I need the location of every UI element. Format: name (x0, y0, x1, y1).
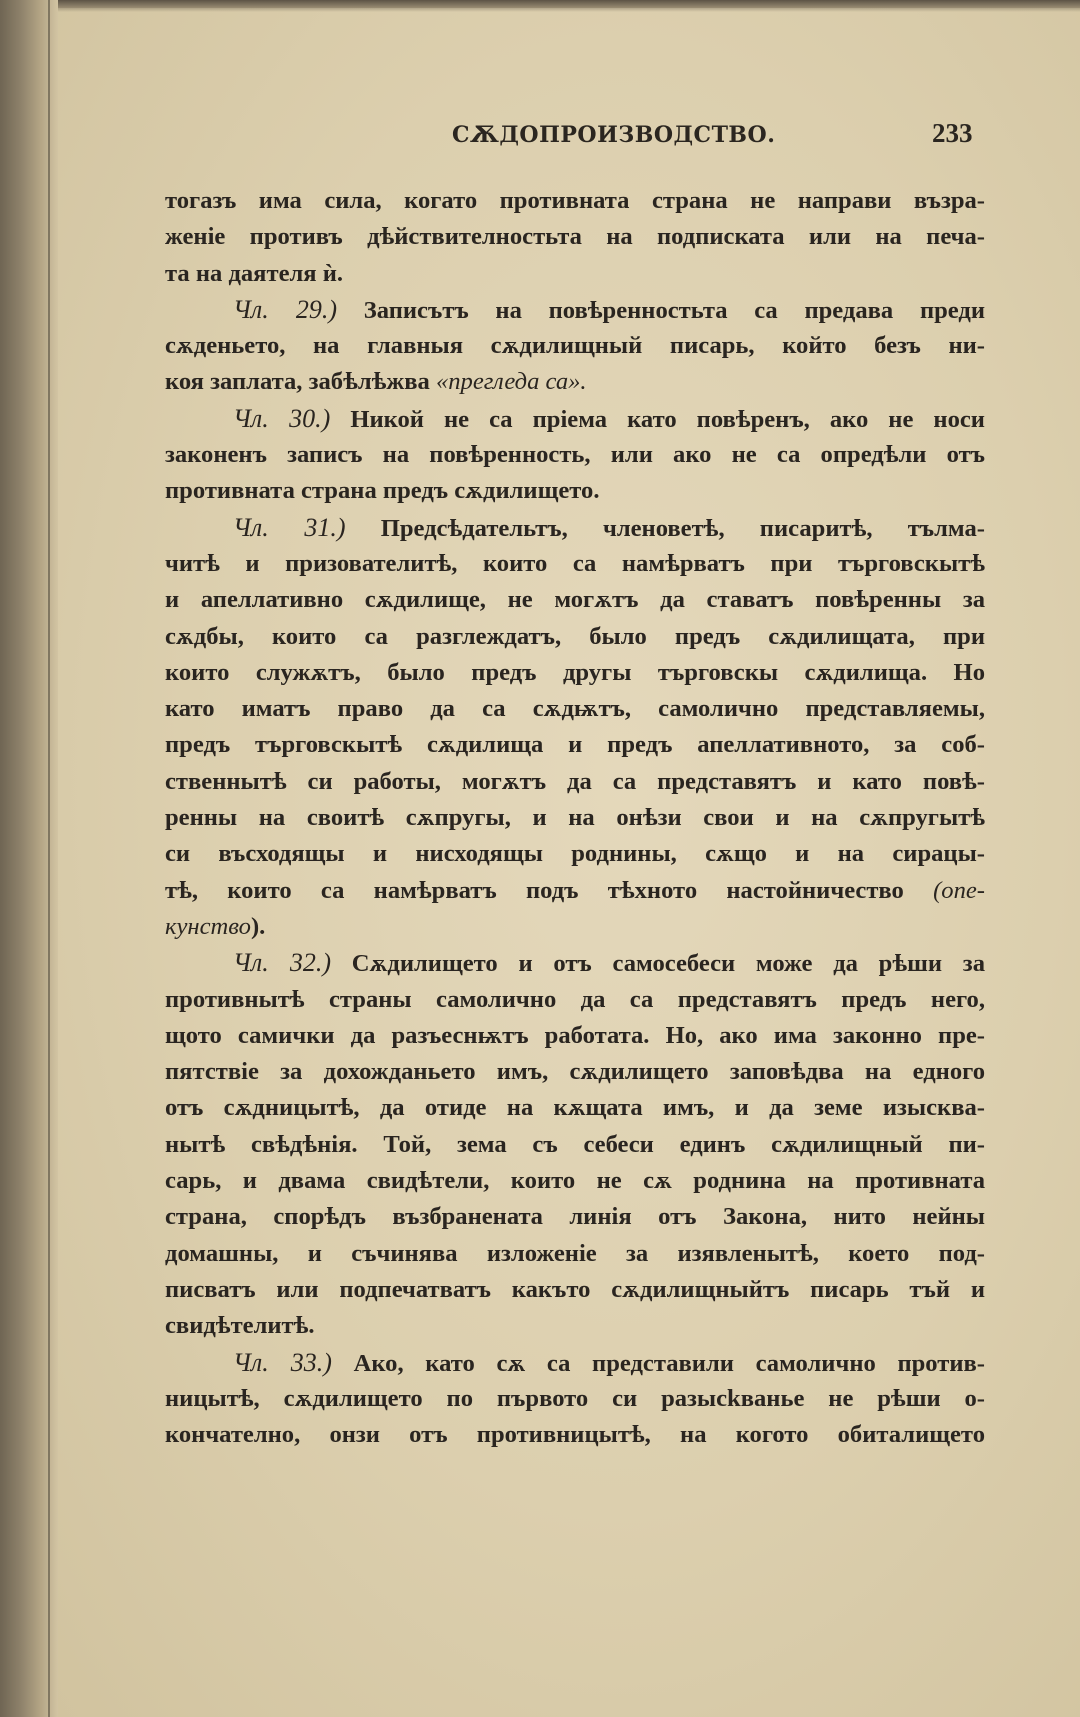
text-line: противнытѣ страны самолично да са представятъ предъ него, (165, 985, 985, 1013)
text-line: които служѫтъ, было предъ другы търговскы сѫдилища. Но (165, 658, 985, 686)
text-line: сѫденьето, на главныя сѫдилищный писарь, който безъ ни- (165, 332, 985, 360)
running-head: СѪДОПРОИЗВОДСТВО. (452, 122, 776, 148)
text-line: отъ сѫдницытѣ, да отиде на кѫщата имъ, и да земе изысква- (165, 1094, 985, 1122)
text-line: и апеллативно сѫдилище, не могѫтъ да ставатъ повѣренны за (165, 586, 985, 614)
article-number-32: Чл. 32.) (233, 948, 332, 978)
article-number-33: Чл. 33.) (233, 1347, 332, 1377)
text-line: щото самички да разъеснѭтъ работата. Но, ако има законно пре- (165, 1021, 985, 1049)
text-line: читѣ и призователитѣ, които са намѣрватъ при търговскытѣ (165, 549, 985, 577)
line-text: Ако, като сѫ са представили самолично против- (353, 1349, 985, 1377)
text-line: писватъ или подпечатватъ какъто сѫдилищныйтъ писарь тъй и (165, 1275, 985, 1303)
line-text: ). (250, 912, 266, 940)
line-text: тѣ, които са намѣрватъ подъ тѣхното настойничество (165, 876, 904, 904)
top-edge-shadow (58, 0, 1080, 12)
italic-term: (опе- (933, 876, 985, 904)
line-text: коя заплата, забѣлѣжва (165, 368, 430, 396)
text-line (165, 364, 985, 400)
text-line: сѫдбы, които са разглеждатъ, было предъ сѫдилищата, при (165, 622, 985, 650)
text-line (165, 873, 985, 909)
text-line: та на даятеля ѝ. (165, 259, 344, 287)
italic-term: кунство (165, 912, 251, 940)
text-line-article-32 (165, 945, 985, 981)
text-line: сарь, и двама свидѣтели, които не сѫ роднина на противната (165, 1167, 985, 1195)
article-number-30: Чл. 30.) (233, 403, 331, 433)
text-line: като иматъ право да са сѫдѭтъ, самолично представляемы, (165, 695, 985, 723)
line-text: Записътъ на повѣренностьта са предава преди (363, 296, 985, 324)
text-line: ницытѣ, сѫдилището по първото си разысkванье не рѣши о- (165, 1384, 985, 1412)
text-line-article-29 (165, 292, 985, 328)
text-line: свидѣтелитѣ. (165, 1312, 315, 1340)
text-line: женіе противъ дѣйствителностьта на подписката или на печа- (165, 223, 985, 251)
text-line: предъ търговскытѣ сѫдилища и предъ апеллативното, за соб- (165, 731, 985, 759)
text-line: кончателно, онзи отъ противницытѣ, на когото обиталището (165, 1421, 985, 1449)
text-line: противната страна предъ сѫдилището. (165, 477, 600, 505)
line-text: Предсѣдательтъ, членоветѣ, писаритѣ, тълма- (380, 514, 985, 542)
text-line-article-33 (165, 1345, 985, 1381)
page-number: 233 (932, 118, 973, 148)
line-text: Никой не са пріема като повѣренъ, ако не носи (350, 405, 985, 433)
text-line (165, 909, 985, 945)
text-line-article-31 (165, 510, 985, 546)
gutter-line (48, 0, 50, 1717)
text-line: страна, спорѣдъ възбраненатa линія отъ Закона, нито нейны (165, 1203, 985, 1231)
text-line-article-30 (165, 401, 985, 437)
text-line: домашны, и съчинява изложеніе за изявленытѣ, което под- (165, 1239, 985, 1267)
text-line: ренны на своитѣ сѫпругы, и на онѣзи свои и на сѫпругытѣ (165, 804, 985, 832)
quote-fragment: «прегледа са». (435, 368, 587, 396)
text-line: нытѣ свѣдѣнія. Той, зема съ себеси единъ сѫдилищный пи- (165, 1130, 985, 1158)
article-number-31: Чл. 31.) (233, 512, 346, 542)
text-line: тогазъ има сила, когато противната страна не направи възра- (165, 187, 985, 214)
text-line: законенъ записъ на повѣренность, или ако не са опредѣли отъ (165, 441, 985, 469)
text-line: ственнытѣ си работы, могѫтъ да са представятъ и като повѣ- (165, 767, 985, 795)
text-line: си въсходящы и нисходящы роднины, сѫщо и на сирацы- (165, 840, 985, 868)
line-text: Сѫдилището и отъ самосебеси може да рѣши за (351, 950, 985, 978)
body-text (165, 183, 985, 1538)
article-number-29: Чл. 29.) (233, 294, 337, 324)
text-line: пятствіе за дохожданьето имъ, сѫдилището заповѣдва на едного (165, 1058, 985, 1086)
